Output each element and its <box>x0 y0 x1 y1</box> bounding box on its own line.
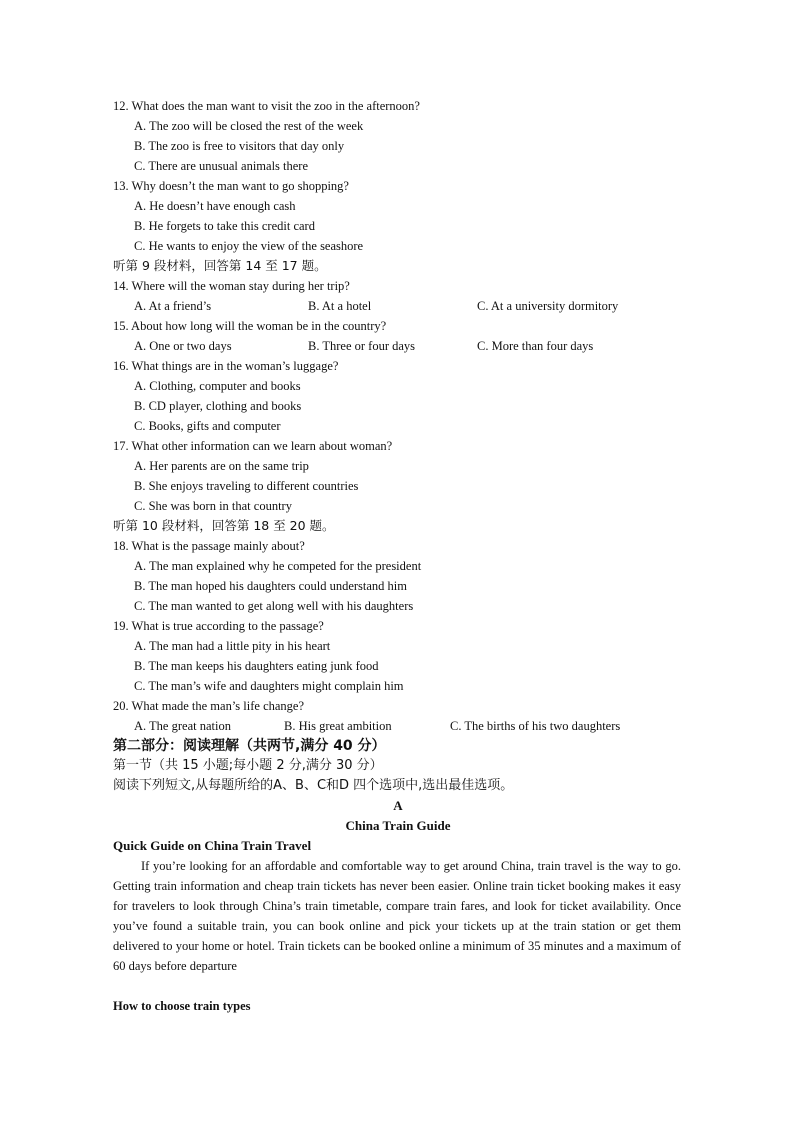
option-row <box>113 296 683 316</box>
answer-option: B. The man hoped his daughters could understand him <box>134 579 407 593</box>
answer-option: B. The zoo is free to visitors that day only <box>134 139 345 153</box>
answer-option: B. His great ambition <box>284 719 392 733</box>
part-subtitle: 第一节（共 15 小题;每小题 2 分,满分 30 分） <box>113 758 383 773</box>
answer-option: C. At a university dormitory <box>477 299 619 313</box>
option-row <box>113 716 683 736</box>
question-stem: 19. What is true according to the passage? <box>113 619 324 633</box>
answer-option: A. Her parents are on the same trip <box>134 459 309 473</box>
answer-option: C. Books, gifts and computer <box>134 419 281 433</box>
answer-option: C. The births of his two daughters <box>450 719 621 733</box>
answer-option: C. The man’s wife and daughters might complain him <box>134 679 404 693</box>
answer-option: C. The man wanted to get along well with his daughters <box>134 599 414 613</box>
question-stem: 16. What things are in the woman’s luggage? <box>113 359 339 373</box>
answer-option: A. The man explained why he competed for the president <box>134 559 422 573</box>
exam-page <box>113 96 683 1016</box>
answer-option: B. He forgets to take this credit card <box>134 219 315 233</box>
answer-option: B. CD player, clothing and books <box>134 399 302 413</box>
answer-option: B. She enjoys traveling to different countries <box>134 479 359 493</box>
answer-option: A. One or two days <box>134 339 232 353</box>
answer-option: A. The man had a little pity in his heart <box>134 639 331 653</box>
answer-option: C. He wants to enjoy the view of the seashore <box>134 239 364 253</box>
answer-option: B. Three or four days <box>308 339 416 353</box>
answer-option: A. The great nation <box>134 719 231 733</box>
part-instruction: 阅读下列短文,从每题所给的A、B、C和D 四个选项中,选出最佳选项。 <box>113 778 514 793</box>
part-title: 第二部分：阅读理解（共两节,满分 40 分） <box>113 738 386 754</box>
question-stem: 12. What does the man want to visit the zoo in the afternoon? <box>113 99 420 113</box>
question-stem: 17. What other information can we learn about woman? <box>113 439 393 453</box>
answer-option: B. At a hotel <box>308 299 372 313</box>
answer-option: A. The zoo will be closed the rest of the week <box>134 119 364 133</box>
passage-paragraph: If you’re looking for an affordable and comfortable way to get around China, train travel is the way to go. Getting train information and cheap train tickets has never been easier. Online train ticket booking makes it easy for travelers to look through China’s train timetable, compare train fares, and look for ticket availability. Once you’ve found a suitable train, you can book online and pick your tickets up at the train station or get them delivered to your home or hotel. Train tickets can be booked online a minimum of 35 minutes and a maximum of 60 days before departure <box>113 859 681 973</box>
passage-subheading: How to choose train types <box>113 999 251 1013</box>
answer-option: C. There are unusual animals there <box>134 159 309 173</box>
passage-heading: Quick Guide on China Train Travel <box>113 838 312 853</box>
section-instruction: 听第 9 段材料，回答第 14 至 17 题。 <box>113 258 327 273</box>
option-row <box>113 336 683 356</box>
question-stem: 20. What made the man’s life change? <box>113 699 305 713</box>
question-stem: 13. Why doesn’t the man want to go shopping? <box>113 179 349 193</box>
passage-letter: A <box>393 798 403 813</box>
question-stem: 18. What is the passage mainly about? <box>113 539 305 553</box>
section-instruction: 听第 10 段材料，回答第 18 至 20 题。 <box>113 518 335 533</box>
answer-option: A. At a friend’s <box>134 299 212 313</box>
passage-title: China Train Guide <box>345 818 451 833</box>
answer-option: B. The man keeps his daughters eating junk food <box>134 659 379 673</box>
question-stem: 14. Where will the woman stay during her trip? <box>113 279 350 293</box>
question-stem: 15. About how long will the woman be in the country? <box>113 319 387 333</box>
answer-option: A. He doesn’t have enough cash <box>134 199 296 213</box>
answer-option: C. She was born in that country <box>134 499 292 513</box>
answer-option: C. More than four days <box>477 339 594 353</box>
answer-option: A. Clothing, computer and books <box>134 379 301 393</box>
